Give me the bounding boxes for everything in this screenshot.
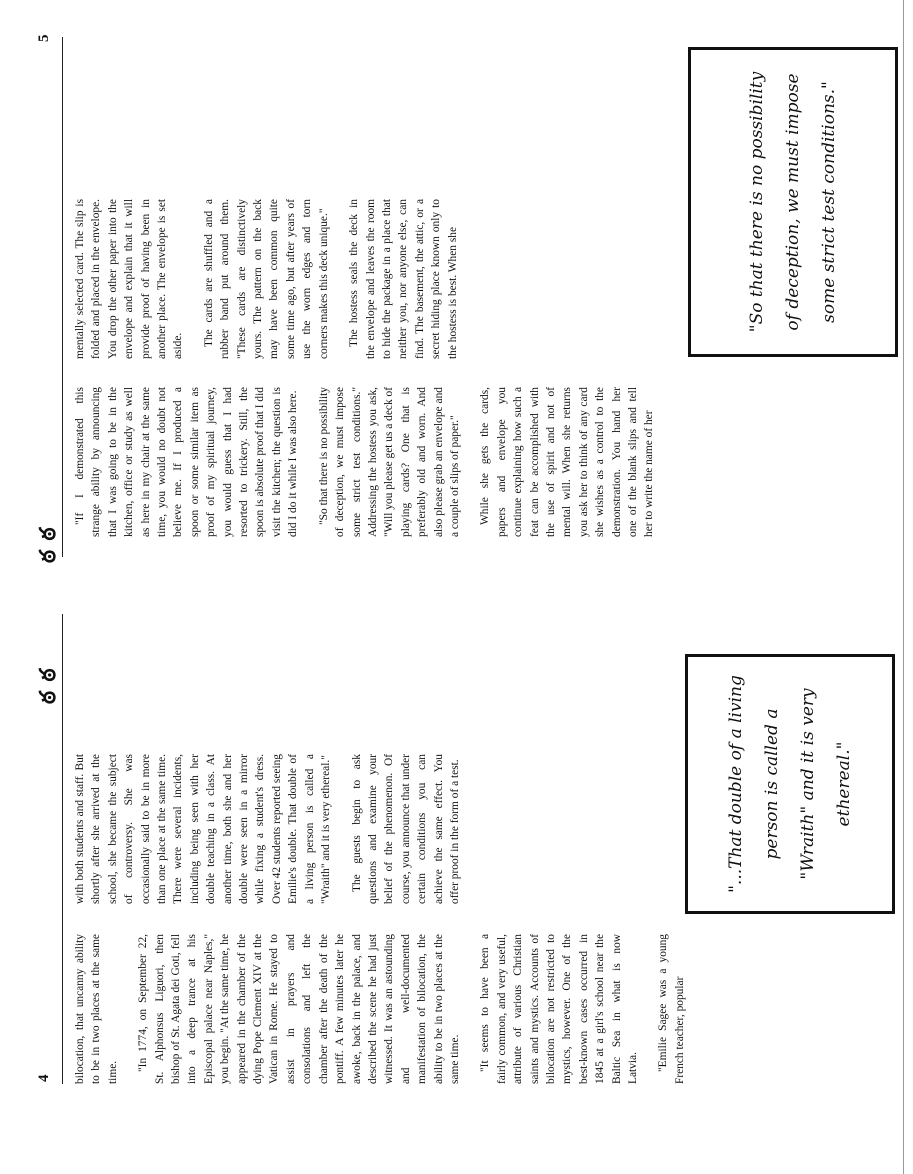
ornament-icon: ఠ ఠ — [35, 525, 60, 563]
left-page — [0, 587, 913, 1174]
left-page-column-1 — [72, 934, 688, 1084]
paragraph: "Emilie Sagee was a young French teacher, popular — [657, 934, 686, 1084]
right-page-column-1 — [72, 387, 658, 537]
paragraph: "It seems to have been a fairly common, and very useful, attribute of various Christian saints and mystics. Accounts of bilocation are not restricted to mystics, however. One of the best-known cases occurred in 1845 at a girl's school near the Baltic Sea in what is now Latvia. — [479, 934, 639, 1084]
pull-quote-right: "So that there is no possibility of deception, we must impose some strict test conditions." — [747, 71, 839, 333]
paragraph: The cards are shuffled and a rubber band put around them. "These cards are distinctively yours. The pattern on the back may have been common quite some time ago, but after years of use the worn edges and torn corners makes this deck unique." — [202, 199, 330, 359]
paragraph: with both students and staff. But shortly after she arrived at the school, she became the subject of controversy. She was occasionally said to be in more than one place at the same time. There were several incidents, including being seen with her double teaching in a class. At another time, both she and her double were seen in a mirror while fixing a student's dress. Over 42 students reported seeing Emilie's double. That double of a living person is called a "Wraith" and it is very ethereal." — [74, 754, 333, 904]
pull-quote-left: "...That double of a living person is called a "Wraith" and it is very ethereal." — [726, 675, 854, 893]
paragraph: While she gets the cards, papers and envelope you continue explaining how such a feat can be accomplished with the use of spirit and not of mental will. When she returns you ask her to think of any card she wishes as a control to the demonstration. You hand her one of the blank slips and tell her to write the name of her — [479, 387, 656, 537]
paragraph: "If I demonstrated this strange ability by announcing that I was going to be in the kitchen, office or study as well as here in my chair at the same time, you would no doubt not believe me. If I produced a spoon or some similar item as proof of my spiritual journey, you would guess that I had resorted to trickery. Still, the spoon is absolute proof that I did visit the kitchen; the question is did I do it while I was also here. — [74, 387, 300, 537]
pull-quote-box-left — [685, 654, 895, 914]
paragraph: bilocation, that uncanny ability to be in two places at the same time. — [74, 934, 119, 1084]
paragraph: The guests begin to ask questions and examine your belief of the phenomenon. Of course, you announce that under certain conditions you can achieve the same effect. You offer proof in the form of a test. — [350, 754, 461, 904]
paragraph: The hostess seals the deck in the envelope and leaves the room to hide the package in a place that neither you, nor anyone else, can find. The basement, the attic, or a secret hiding place known only to the hostess is best. When she — [348, 199, 459, 359]
paragraph: "In 1774, on September 22, St. Alphonsus Liguori, then bishop of St. Agata dei Goti, fell into a deep trance at his Episcopal palace near Naples," you begin. "At the same time, he appeared in the chamber of the dying Pope Clement XIV at the Vatican in Rome. He stayed to assist in prayers and consolations and left the chamber after the death of the pontiff. A few minutes later he awoke, back in the palace, and described the scene he had just witnessed. It was an astounding and well-documented manifestation of bilocation, the ability to be in two places at the same time. — [137, 934, 461, 1084]
paragraph: "So that there is no possibility of deception, we must impose some strict test conditions." Addressing the hostess you ask, "Will you please get us a deck of playing cards? One that is preferably old and worn. And also please grab an envelope and a couple of slips of paper." — [317, 386, 461, 537]
page-number-left: 4 — [36, 1074, 52, 1082]
paragraph: mentally selected card. The slip is folded and placed in the envelope. You drop the other paper into the envelope and explain that it will provide proof of having been in another place. The envelope is set aside. — [74, 199, 185, 359]
pull-quote-box-right — [688, 47, 898, 357]
left-page-column-2 — [72, 754, 463, 904]
right-page-column-2 — [72, 199, 461, 359]
page-edge-line — [903, 0, 904, 1174]
page-number-right: 5 — [36, 34, 52, 42]
ornament-icon: ఠ ఠ — [35, 666, 60, 704]
header-rule-right — [62, 37, 63, 557]
